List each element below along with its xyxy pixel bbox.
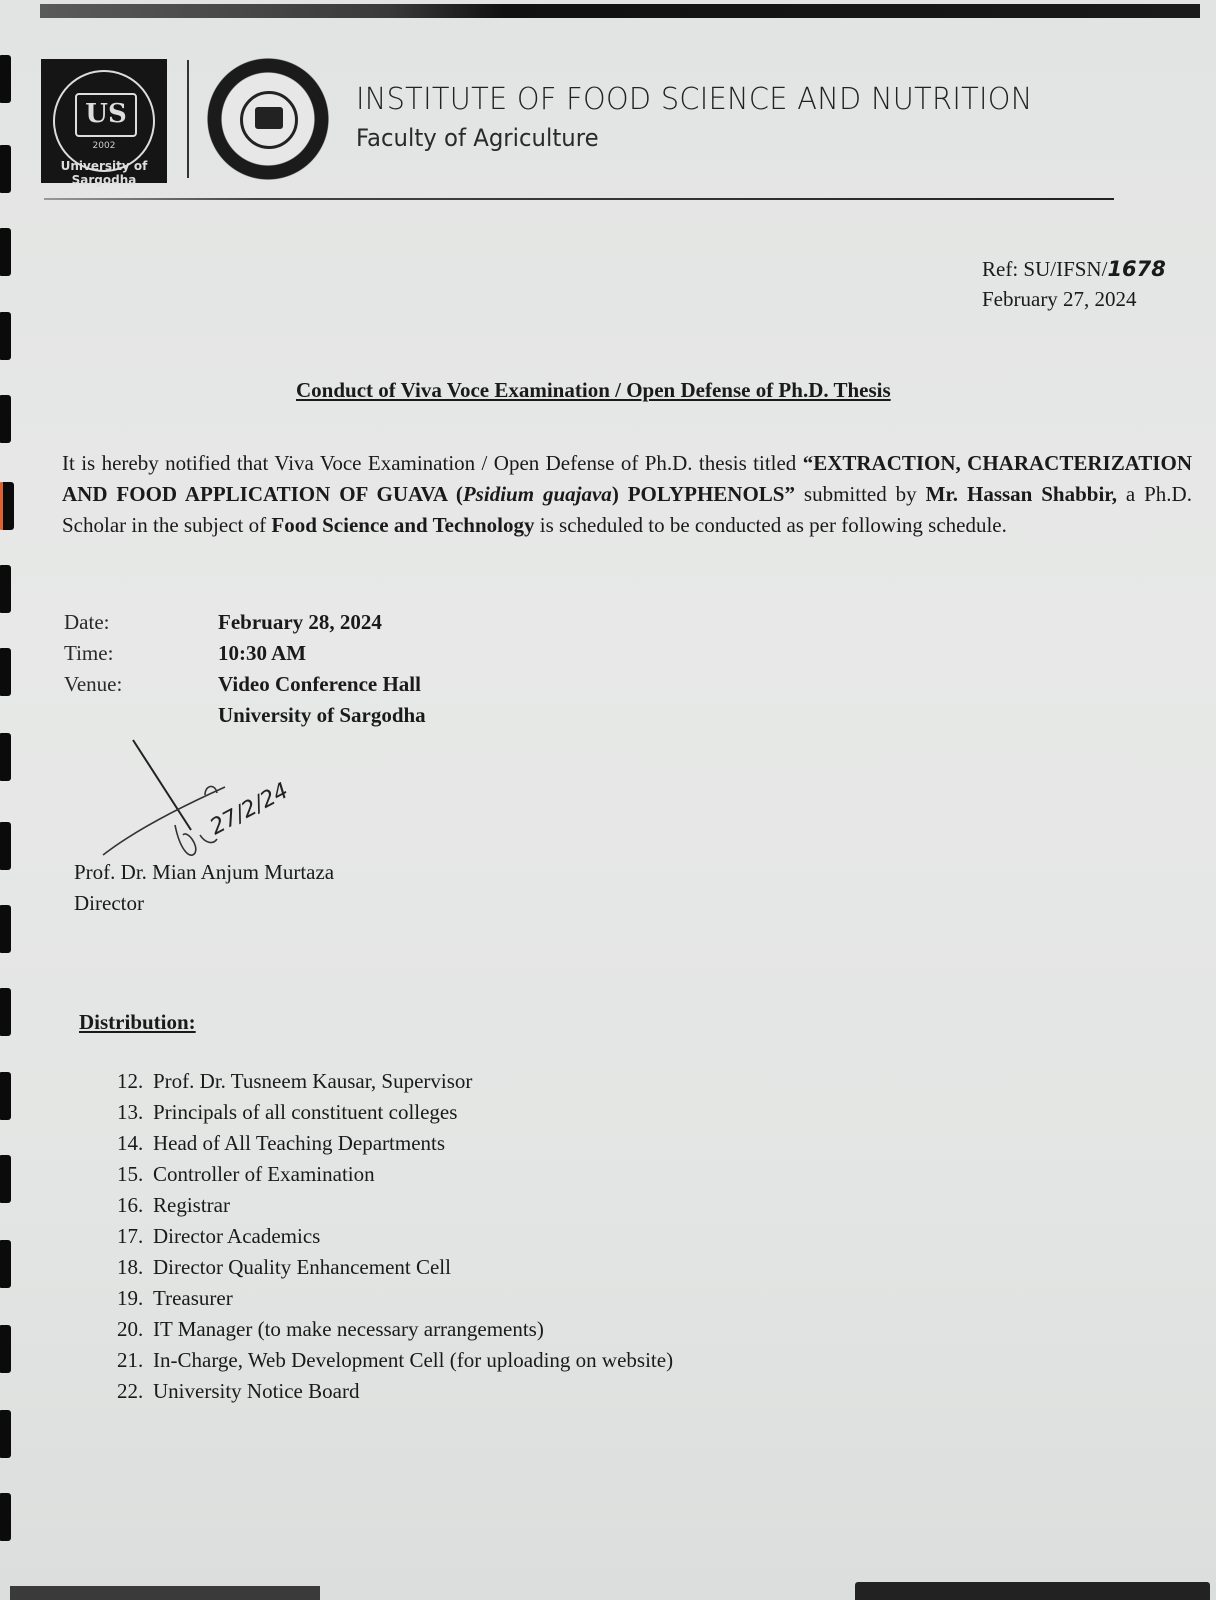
distribution-item (117, 1221, 673, 1252)
item-text: Treasurer (153, 1286, 233, 1310)
binding-hole (0, 1410, 11, 1458)
schedule-label (64, 700, 218, 731)
closing-text: is scheduled to be conducted as per following schedule. (534, 513, 1007, 537)
distribution-item (117, 1159, 673, 1190)
item-number: 18. (117, 1255, 144, 1279)
schedule-label: Date: (64, 610, 110, 634)
schedule-row-date (64, 607, 426, 638)
item-text: Principals of all constituent colleges (153, 1100, 458, 1124)
distribution-item (117, 1128, 673, 1159)
binding-hole (0, 648, 11, 696)
binding-hole (0, 565, 11, 613)
handwritten-signature (95, 735, 335, 860)
item-number: 15. (117, 1162, 144, 1186)
binding-hole (0, 905, 11, 953)
item-number: 17. (117, 1224, 144, 1248)
binding-hole (0, 395, 11, 443)
binding-hole (0, 1240, 11, 1288)
item-text: In-Charge, Web Development Cell (for uploading on website) (153, 1348, 674, 1372)
logo-year: 2002 (92, 141, 116, 151)
item-text: Director Quality Enhancement Cell (153, 1255, 451, 1279)
schedule-label: Venue: (64, 672, 123, 696)
signatory-name: Prof. Dr. Mian Anjum Murtaza (74, 860, 335, 884)
thesis-title-part2: ) POLYPHENOLS” (611, 482, 795, 506)
submitted-by-text: submitted by (795, 482, 926, 506)
distribution-list (117, 1066, 673, 1407)
distribution-item (117, 1097, 673, 1128)
distribution-item (117, 1376, 673, 1407)
item-text: Prof. Dr. Tusneem Kausar, Supervisor (153, 1069, 473, 1093)
distribution-item (117, 1066, 673, 1097)
item-number: 13. (117, 1100, 144, 1124)
binding-hole (0, 55, 11, 103)
university-of-sargodha-logo (41, 59, 167, 187)
scan-edge-bottom-right (855, 1582, 1210, 1600)
item-text: IT Manager (to make necessary arrangements) (153, 1317, 544, 1341)
schedule-row-venue (64, 669, 426, 700)
schedule-value: February 28, 2024 (218, 610, 382, 634)
signature-date: 27/2/24 (206, 778, 293, 841)
distribution-item (117, 1252, 673, 1283)
scholar-name: Mr. Hassan Shabbir, (925, 482, 1117, 506)
item-text: University Notice Board (153, 1379, 360, 1403)
item-number: 16. (117, 1193, 144, 1217)
binding-hole (0, 1493, 11, 1541)
schedule-row-time (64, 638, 426, 669)
schedule-table (64, 607, 426, 731)
item-text: Registrar (153, 1193, 230, 1217)
binding-hole (0, 145, 11, 193)
header-divider (187, 60, 189, 178)
item-text: Head of All Teaching Departments (153, 1131, 446, 1155)
schedule-label: Time: (64, 641, 114, 665)
binding-hole (0, 988, 11, 1036)
item-number: 19. (117, 1286, 144, 1310)
scholar-description: a Ph.D. Scholar in the subject of (62, 482, 1192, 537)
faculty-name: Faculty of Agriculture (356, 124, 599, 152)
schedule-value: Video Conference Hall (218, 672, 421, 696)
binding-hole (0, 1072, 11, 1120)
schedule-row-venue-cont (64, 700, 426, 731)
item-number: 21. (117, 1348, 144, 1372)
scan-edge-bottom-left (10, 1586, 320, 1600)
binding-hole (0, 312, 11, 360)
item-number: 14. (117, 1131, 144, 1155)
binding-hole (0, 822, 11, 870)
notification-paragraph (62, 448, 1192, 541)
distribution-item (117, 1190, 673, 1221)
binding-hole (0, 1325, 11, 1373)
thesis-species: Psidium guajava (462, 482, 612, 506)
signatory-block (74, 857, 334, 919)
item-number: 22. (117, 1379, 144, 1403)
signatory-title: Director (74, 891, 144, 915)
schedule-value: 10:30 AM (218, 641, 307, 665)
distribution-item (117, 1314, 673, 1345)
binding-hole (0, 733, 11, 781)
letter-subject: Conduct of Viva Voce Examination / Open Defense of Ph.D. Thesis (296, 378, 891, 402)
distribution-heading: Distribution: (79, 1010, 196, 1034)
reference-prefix: Ref: SU/IFSN/ (982, 257, 1108, 281)
subject-area: Food Science and Technology (271, 513, 535, 537)
letter-date: February 27, 2024 (982, 287, 1137, 311)
logo-book-emblem: US (75, 93, 137, 137)
schedule-value: University of Sargodha (218, 703, 426, 727)
seal-inner-ring (240, 91, 298, 149)
reference-handwritten-number: 1678 (1107, 257, 1166, 281)
intro-text: It is hereby notified that Viva Voce Examination / Open Defense of Ph.D. thesis titled (62, 451, 803, 475)
thesis-title-part1: “EXTRACTION, CHARACTERIZATION AND FOOD APPLICATION OF GUAVA ( (62, 451, 1192, 506)
binding-hole (0, 1155, 11, 1203)
item-text: Controller of Examination (153, 1162, 375, 1186)
binding-hole (0, 228, 11, 276)
distribution-item (117, 1345, 673, 1376)
seal-book-icon (255, 107, 283, 129)
institute-seal-logo (206, 57, 330, 181)
item-number: 20. (117, 1317, 144, 1341)
reference-block (982, 254, 1166, 314)
reference-number (982, 254, 1166, 284)
item-text: Director Academics (153, 1224, 321, 1248)
binding-hole (0, 482, 14, 530)
header-rule (44, 198, 1114, 200)
logo-arc-text: University of Sargodha (60, 159, 148, 187)
scan-edge-top (40, 4, 1200, 18)
item-number: 12. (117, 1069, 144, 1093)
distribution-item (117, 1283, 673, 1314)
institute-name: INSTITUTE OF FOOD SCIENCE AND NUTRITION (356, 82, 1033, 117)
